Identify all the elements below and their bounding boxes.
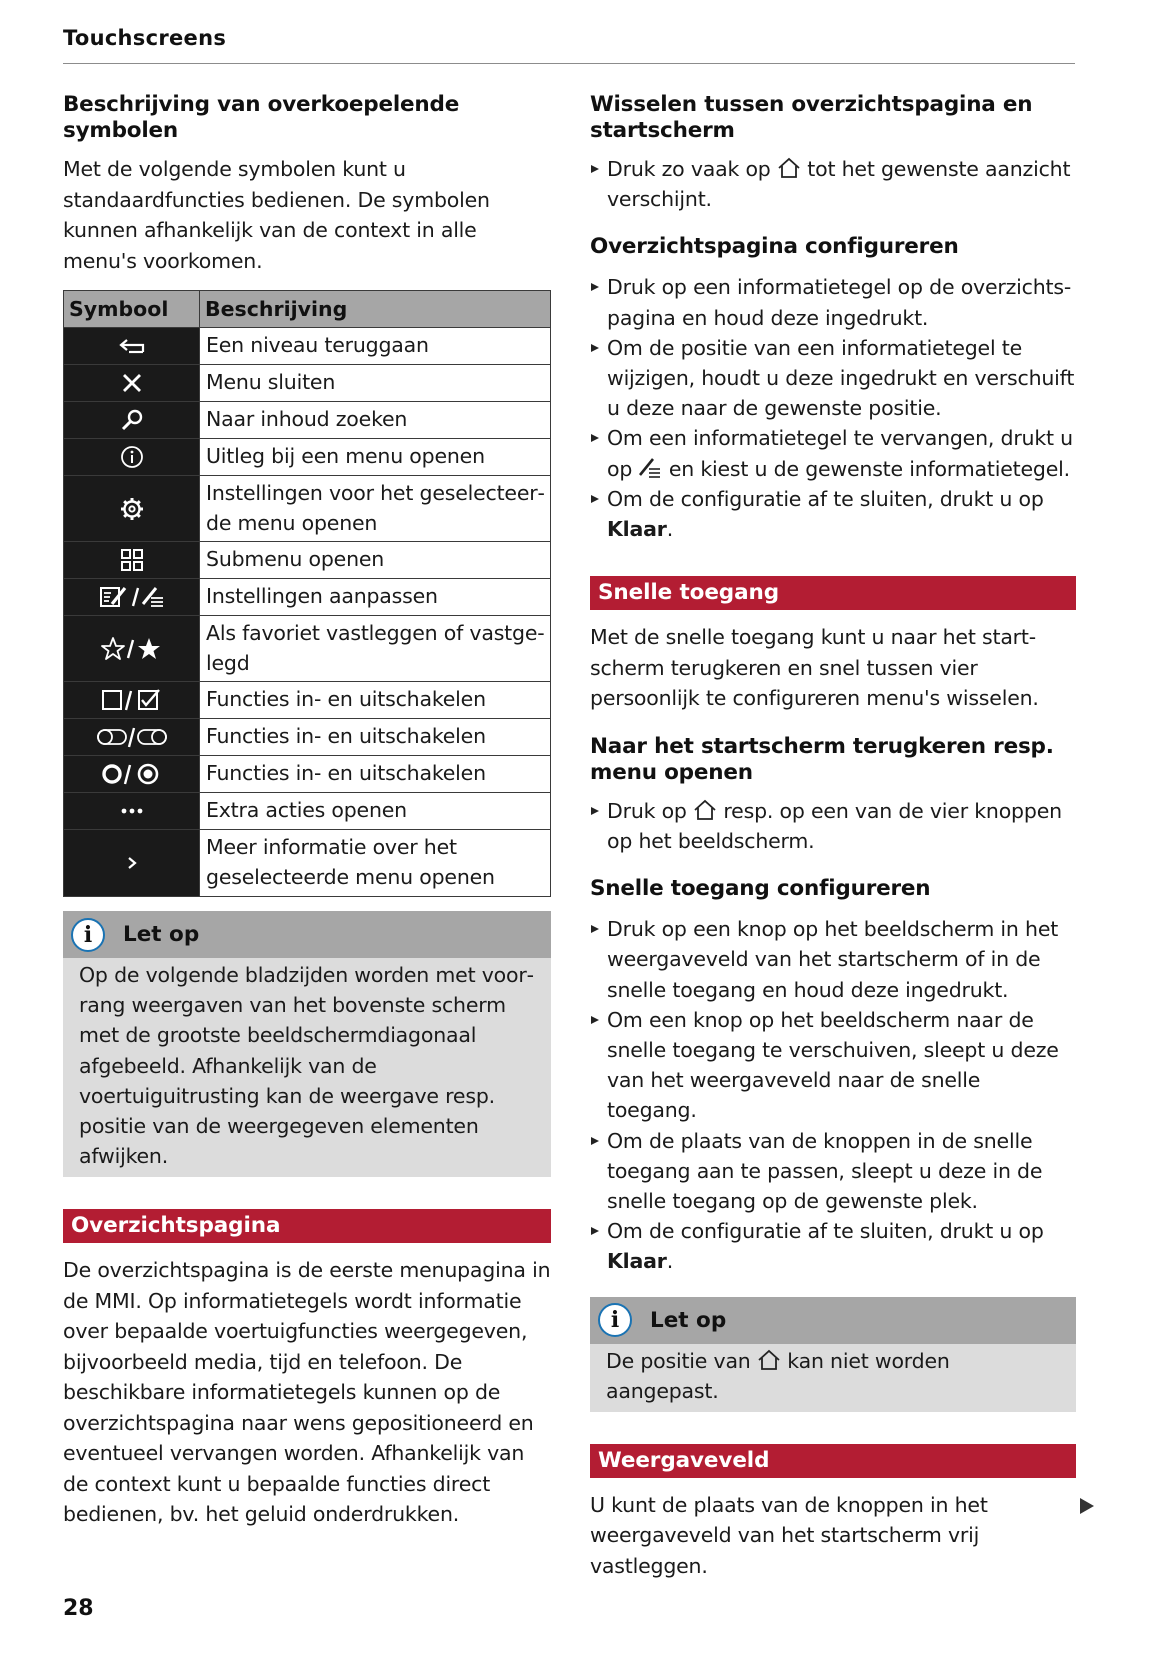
table-row: [64, 476, 550, 542]
info-icon: i: [71, 918, 105, 952]
symbols-heading: Beschrijving van overkoepelende symbolen: [63, 92, 460, 143]
note-box: [63, 911, 551, 1177]
section-bar-overview: Overzichtspagina: [63, 1209, 551, 1243]
home-icon: [777, 157, 801, 179]
left-column: [63, 90, 551, 1530]
row-description: Menu sluiten: [206, 370, 336, 394]
list-item: Druk op een knop op het beeldscherm in het weergaveveld van het startscherm of in de snelle toegang en houd deze ingedrukt.: [590, 914, 1076, 1005]
table-header: [64, 291, 550, 328]
chevron-right-icon: [64, 830, 200, 896]
table-row: [64, 579, 550, 616]
info-icon: [64, 439, 200, 475]
section-bar-display-field: Weergaveveld: [590, 1444, 1076, 1478]
config-steps: [590, 272, 1076, 544]
row-description: Als favoriet vastleggen of vastgelegd: [206, 621, 545, 675]
quick-config-heading: Snelle toegang configureren: [590, 876, 931, 902]
note-text-end: kan niet worden aangepast.: [606, 1348, 950, 1403]
note-header: [63, 911, 551, 958]
list-item: [590, 796, 1076, 856]
quick-config-steps: [590, 914, 1076, 1276]
done-keyword: Klaar: [607, 1249, 667, 1274]
step-text: Druk zo vaak op: [607, 157, 771, 181]
row-description: Submenu openen: [206, 547, 385, 571]
symbols-table: [63, 290, 551, 897]
step-text: Druk op: [607, 798, 687, 823]
list-item: Om een knop op het beeldscherm naar de snelle toegang te verschuiven, sleept u deze van het weergaveveld naar de snelle toegang.: [590, 1005, 1076, 1126]
list-item: [590, 423, 1076, 483]
table-row: [64, 793, 550, 830]
back-icon: [64, 328, 200, 364]
list-item: Druk op een informatietegel op de overzichtspagina en houd deze ingedrukt.: [590, 272, 1076, 332]
row-description: Instellingen aanpassen: [206, 584, 438, 608]
note-label: Let op: [123, 922, 200, 947]
row-description: Instellingen voor het geselecteerde menu openen: [206, 481, 545, 535]
overview-text: De overzichtspagina is de eerste menupagina in de MMI. Op informatietegels wordt informatie over bepaalde voertuigfuncties weergegeven, bijvoorbeeld media, tijd en telefoon. De beschikbare informatietegels kunnen op de overzichtspagina naar wens gepositioneerd en eventueel vervangen worden. Afhankelijk van de context kunt u bepaalde functies direct bedienen, bv. het geluid onderdrukken.: [63, 1258, 551, 1527]
note-box: [590, 1297, 1076, 1412]
star-icon: [64, 616, 200, 681]
list-item: Om de configuratie af te sluiten, drukt u op Klaar.: [590, 1216, 1076, 1276]
table-row: [64, 682, 550, 719]
close-icon: [64, 365, 200, 401]
table-row: [64, 830, 550, 896]
page-number: 28: [63, 1596, 94, 1621]
table-row: [64, 439, 550, 476]
return-heading: Naar het startscherm terugkeren resp. menu openen: [590, 733, 1054, 785]
note-text-start: De positie van: [606, 1348, 751, 1373]
home-icon: [693, 799, 717, 821]
list-item: Om de configuratie af te sluiten, drukt u op Klaar.: [590, 484, 1076, 544]
row-description: Meer informatie over het geselecteerde menu openen: [206, 835, 495, 889]
note-text: Op de volgende bladzijden worden met voorrang weergaven van het bovenste scherm met de grootste beeldschermdiagonaal afgebeeld. Afhankelijk van de voertuiguitrusting kan de weergave resp. positie van de weergegeven elementen afwijken.: [79, 963, 535, 1169]
step-text: Om een informatietegel te vervangen, drukt u op: [607, 426, 1073, 481]
edit-icon: [64, 579, 200, 615]
toggle-switch-icon: [64, 719, 200, 755]
submenu-grid-icon: [64, 542, 200, 578]
more-dots-icon: [64, 793, 200, 829]
radio-icon: [64, 756, 200, 792]
note-header: [590, 1297, 1076, 1344]
column-header-description: Beschrijving: [205, 297, 348, 321]
chapter-title: Touchscreens: [63, 26, 227, 50]
list-item: [590, 154, 1076, 214]
section-bar-quick-access: Snelle toegang: [590, 576, 1076, 610]
step-text: resp. op een van de vier knoppen op het beeldscherm.: [607, 798, 1062, 853]
list-item: Om de plaats van de knoppen in de snelle toegang aan te passen, sleept u deze in de snelle toegang op de gewenste plek.: [590, 1126, 1076, 1217]
row-description: Functies in- en uitschakelen: [206, 761, 486, 785]
row-description: Een niveau teruggaan: [206, 333, 429, 357]
symbols-intro: Met de volgende symbolen kunt u standaardfuncties bedienen. De symbolen kunnen afhankelijk van de context in alle menu's voorkomen.: [63, 157, 490, 273]
table-row: [64, 365, 550, 402]
search-icon: [64, 402, 200, 438]
row-description: Naar inhoud zoeken: [206, 407, 408, 431]
display-field-text: U kunt de plaats van de knoppen in het weergaveveld van het startscherm vrij vastleggen.: [590, 1492, 988, 1578]
step-text: Om de configuratie af te sluiten, drukt u op: [607, 1219, 1044, 1244]
continue-arrow-icon: [1080, 1498, 1094, 1514]
done-keyword: Klaar: [607, 517, 667, 542]
table-row: [64, 616, 550, 682]
row-description: Uitleg bij een menu openen: [206, 444, 485, 468]
table-row: [64, 402, 550, 439]
row-description: Extra acties openen: [206, 798, 407, 822]
table-row: [64, 542, 550, 579]
checkbox-icon: [64, 682, 200, 718]
table-row: [64, 328, 550, 365]
config-heading: Overzichtspagina configureren: [590, 234, 959, 260]
switch-heading: Wisselen tussen overzichtspagina en startscherm: [590, 92, 1033, 143]
step-text: en kiest u de gewenste informatietegel.: [668, 456, 1070, 481]
step-text: tot het gewenste aanzicht verschijnt.: [607, 157, 1071, 212]
right-column: [590, 90, 1076, 1581]
step-text: Om de configuratie af te sluiten, drukt u op: [607, 486, 1044, 511]
info-icon: i: [598, 1303, 632, 1337]
running-header: [63, 26, 1075, 64]
note-text: [590, 1344, 1076, 1412]
list-item: Om de positie van een informatietegel te wijzigen, houdt u deze ingedrukt en verschuift u deze naar de gewenste positie.: [590, 333, 1076, 424]
quick-access-text: Met de snelle toegang kunt u naar het startscherm terugkeren en snel tussen vier persoonlijk te configureren menu's wisselen.: [590, 625, 1039, 711]
return-steps: [590, 796, 1076, 856]
gear-icon: [64, 476, 200, 541]
row-description: Functies in- en uitschakelen: [206, 724, 486, 748]
edit-icon: [638, 455, 662, 479]
table-row: [64, 719, 550, 756]
row-description: Functies in- en uitschakelen: [206, 687, 486, 711]
table-row: [64, 756, 550, 793]
home-icon: [757, 1349, 781, 1371]
column-header-symbol: Symbool: [64, 291, 200, 327]
note-label: Let op: [650, 1307, 727, 1333]
switch-steps: [590, 154, 1076, 214]
